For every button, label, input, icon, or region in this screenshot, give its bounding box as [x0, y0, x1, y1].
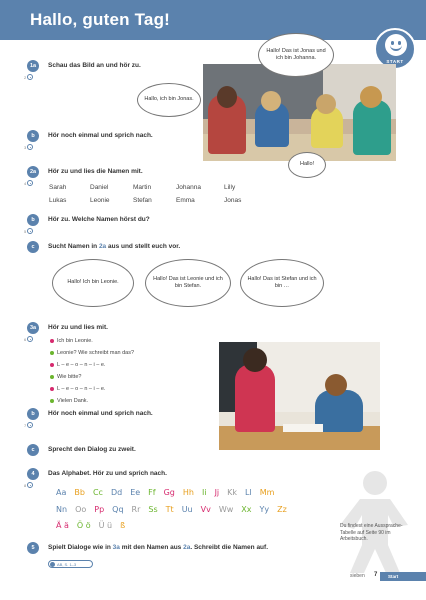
pronunciation-hint: Du findest eine Aussprache-Tabelle auf Seite 90 im Arbeitsbuch. — [340, 523, 403, 542]
instruction-5: Spielt Dialoge wie in 3a mit den Namen aus 2a. Schreibt die Namen auf. — [48, 544, 269, 551]
alphabet-letter: Kk — [227, 488, 238, 497]
alphabet-letter: Vv — [200, 505, 211, 514]
alphabet-letter: Nn — [56, 505, 68, 514]
instruction-3a: Hör zu und lies mit. — [48, 324, 108, 331]
instruction-2c: Sucht Namen in 2a aus und stellt euch vor. — [48, 243, 181, 250]
smiley-icon — [385, 34, 407, 56]
audio-track-2[interactable]: 2 — [24, 74, 33, 80]
speaker-dot-icon — [50, 375, 54, 379]
speaker-dot-icon — [50, 351, 54, 355]
exercise-number-2b: b — [27, 214, 39, 226]
audio-cd-icon — [27, 336, 33, 342]
speech-bubble-stefan: Hallo! Das ist Leonie und ich bin Stefan. — [145, 259, 231, 307]
speech-bubble-hallo: Hallo! — [288, 152, 326, 178]
section-tab — [380, 572, 426, 581]
instruction-3b: Hör noch einmal und sprich nach. — [48, 410, 153, 417]
alphabet-letter: Hh — [182, 488, 194, 497]
alphabet-letter: Ss — [148, 505, 158, 514]
alphabet-letter: Bb — [74, 488, 85, 497]
speaker-dot-icon — [50, 387, 54, 391]
alphabet-letter: Oo — [75, 505, 87, 514]
alphabet-row-2 — [56, 505, 295, 514]
workbook-reference[interactable]: AB, S. 1–3 — [48, 560, 93, 568]
audio-track-7[interactable]: 7 — [24, 422, 33, 428]
audio-cd-icon — [27, 180, 33, 186]
speech-bubble-leonie: Hallo! Ich bin Leonie. — [52, 259, 134, 307]
audio-cd-icon — [27, 228, 33, 234]
alphabet-letter: Ä ä — [56, 521, 69, 530]
audio-cd-icon — [27, 482, 33, 488]
dialog-line: Leonie? Wie schreibt man das? — [50, 350, 134, 356]
exercise-number-3b: b — [27, 408, 39, 420]
alphabet-row-1 — [56, 488, 282, 497]
exercise-number-4: 4 — [27, 468, 39, 480]
exercise-number-5: 5 — [27, 542, 39, 554]
page-number: 7 — [374, 572, 378, 578]
alphabet-letter: Ii — [201, 488, 207, 497]
alphabet-letter: Pp — [94, 505, 105, 514]
photo-students-greeting — [203, 64, 396, 161]
audio-track-4[interactable]: 4 — [24, 180, 33, 186]
section-label: Start — [388, 574, 399, 579]
alphabet-row-3 — [56, 521, 133, 530]
page-header — [0, 0, 426, 40]
speaker-dot-icon — [50, 339, 54, 343]
name-item: Sarah — [49, 184, 67, 191]
audio-track-5[interactable]: 5 — [24, 228, 33, 234]
alphabet-letter: Yy — [259, 505, 270, 514]
alphabet-letter: Ö ö — [76, 521, 91, 530]
audio-track-3[interactable]: 3 — [24, 144, 33, 150]
audio-cd-icon — [27, 144, 33, 150]
alphabet-letter: Gg — [163, 488, 175, 497]
alphabet-letter: ß — [120, 521, 126, 530]
name-item: Lukas — [49, 197, 67, 204]
photo-spelling-dialog — [219, 342, 380, 450]
alphabet-letter: Ll — [245, 488, 252, 497]
alphabet-letter: Ü ü — [98, 521, 113, 530]
page-title: Hallo, guten Tag! — [30, 10, 171, 29]
speech-bubble-johanna: Hallo! Das ist Jonas und ich bin Johanna. — [258, 33, 334, 77]
instruction-3c: Sprecht den Dialog zu zweit. — [48, 446, 136, 453]
speech-bubble-jonas: Hallo, ich bin Jonas. — [137, 83, 201, 117]
speaker-dot-icon — [50, 399, 54, 403]
name-item: Lilly — [224, 184, 236, 191]
audio-cd-icon — [27, 422, 33, 428]
audio-cd-icon — [27, 74, 33, 80]
exercise-number-3c: c — [27, 444, 39, 456]
speaker-dot-icon — [50, 363, 54, 367]
instruction-4: Das Alphabet. Hör zu und sprich nach. — [48, 470, 167, 477]
name-item: Stefan — [133, 197, 152, 204]
dialog-line: Wie bitte? — [50, 374, 81, 380]
alphabet-letter: Ff — [148, 488, 156, 497]
audio-track-6[interactable]: 6 — [24, 336, 33, 342]
speech-bubble-stefan-continue: Hallo! Das ist Stefan und ich bin … — [240, 259, 324, 307]
ref-2a[interactable]: 2a — [183, 544, 191, 551]
instruction-2b: Hör zu. Welche Namen hörst du? — [48, 216, 150, 223]
name-item: Emma — [176, 197, 195, 204]
name-item: Martin — [133, 184, 152, 191]
name-item: Daniel — [90, 184, 109, 191]
exercise-number-2c: c — [27, 241, 39, 253]
page-word: sieben — [350, 573, 365, 579]
audio-track-8[interactable]: 8 — [24, 482, 33, 488]
alphabet-letter: Zz — [277, 505, 287, 514]
alphabet-letter: Rr — [131, 505, 141, 514]
alphabet-letter: Aa — [56, 488, 67, 497]
exercise-number-1a: 1a — [27, 60, 39, 72]
dialog-line: L – e – o – n – i – e. — [50, 362, 105, 368]
exercise-number-2a: 2a — [27, 166, 39, 178]
alphabet-letter: Mm — [259, 488, 275, 497]
name-item: Leonie — [90, 197, 110, 204]
instruction-2a: Hör zu und lies die Namen mit. — [48, 168, 143, 175]
alphabet-letter: Xx — [241, 505, 252, 514]
alphabet-letter: Qq — [112, 505, 124, 514]
ref-3a[interactable]: 3a — [112, 544, 120, 551]
instruction-1a: Schau das Bild an und hör zu. — [48, 62, 141, 69]
alphabet-letter: Uu — [181, 505, 193, 514]
instruction-1b: Hör noch einmal und sprich nach. — [48, 132, 153, 139]
dialog-line: Ich bin Leonie. — [50, 338, 93, 344]
dialog-line: L – e – o – n – i – e. — [50, 386, 105, 392]
alphabet-letter: Tt — [165, 505, 174, 514]
name-item: Johanna — [176, 184, 201, 191]
figure-decoration — [330, 465, 420, 575]
name-item: Jonas — [224, 197, 242, 204]
alphabet-letter: Cc — [92, 488, 103, 497]
alphabet-letter: Ee — [130, 488, 141, 497]
ref-2a[interactable]: 2a — [98, 243, 107, 250]
exercise-number-1b: b — [27, 130, 39, 142]
dialog-line: Vielen Dank. — [50, 398, 88, 404]
alphabet-letter: Ww — [218, 505, 234, 514]
alphabet-letter: Jj — [214, 488, 220, 497]
alphabet-letter: Dd — [110, 488, 123, 497]
exercise-number-3a: 3a — [27, 322, 39, 334]
start-label: START — [386, 59, 404, 64]
